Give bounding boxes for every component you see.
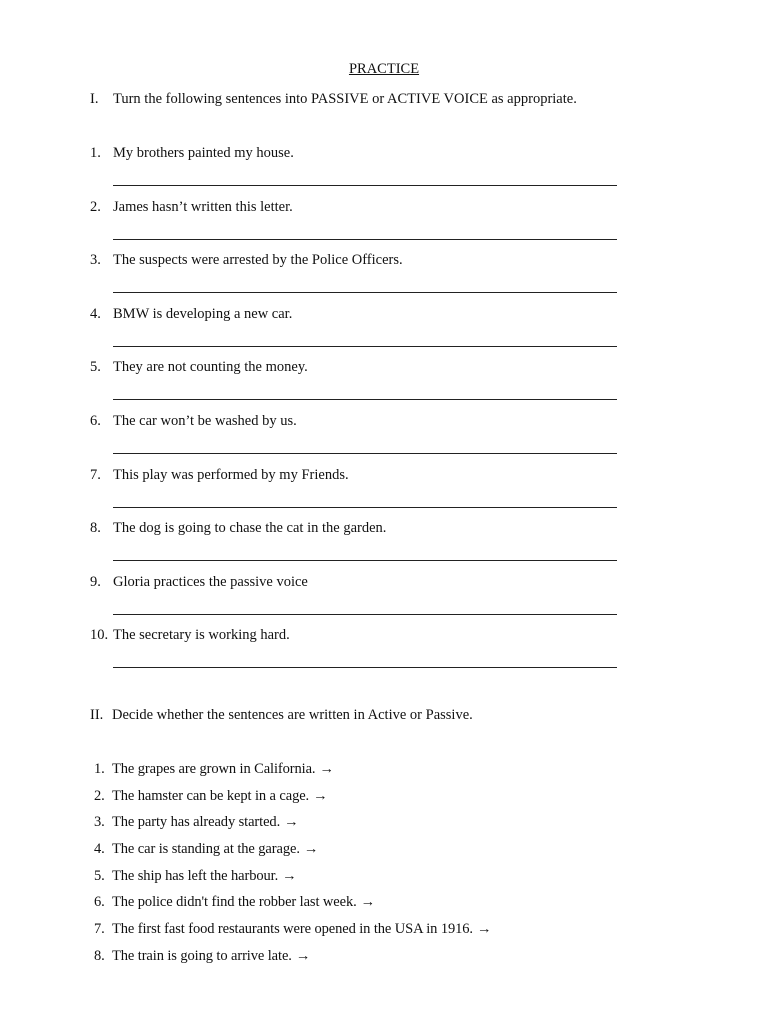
arrow-icon: → [284,814,299,830]
arrow-icon: → [303,841,319,857]
section-number: I. [90,91,99,107]
item-number: 6. [90,413,101,429]
arrow-icon: → [295,948,311,964]
exercise-item [90,197,293,217]
arrow-icon: → [319,761,334,777]
answer-line[interactable] [113,292,617,293]
section-2-heading [90,705,473,725]
arrow-icon: → [476,921,492,937]
item-number: 7. [94,921,105,937]
answer-line[interactable] [113,185,617,186]
item-number: 3. [94,814,105,830]
item-sentence: James hasn’t written this letter. [113,199,293,215]
item-number: 1. [94,761,105,777]
arrow-icon: → [313,788,328,804]
answer-line[interactable] [113,346,617,347]
item-sentence: The party has already started. [112,814,281,830]
exercise-item [90,465,349,485]
item-sentence: The car won’t be washed by us. [113,413,297,429]
item-sentence: The secretary is working hard. [113,627,290,643]
item-number: 1. [90,145,101,161]
item-number: 2. [90,199,101,215]
item-number: 7. [90,467,101,483]
item-sentence: BMW is developing a new car. [113,306,293,322]
item-number: 4. [94,841,105,857]
classify-item [94,946,310,966]
classify-item [94,919,491,939]
item-number: 8. [94,948,105,964]
item-number: 6. [94,894,105,910]
answer-line[interactable] [113,399,617,400]
item-number: 4. [90,306,101,322]
answer-line[interactable] [113,560,617,561]
section-instruction: Turn the following sentences into PASSIVE or ACTIVE VOICE as appropriate. [113,91,577,107]
exercise-item [90,357,308,377]
classify-item [94,786,328,806]
answer-line[interactable] [113,239,617,240]
item-sentence: The first fast food restaurants were opened in the USA in 1916. [112,921,473,937]
item-sentence: The car is standing at the garage. [112,841,300,857]
exercise-item [90,250,403,270]
item-sentence: My brothers painted my house. [113,145,294,161]
item-sentence: The train is going to arrive late. [112,948,292,964]
section-instruction: Decide whether the sentences are written in Active or Passive. [112,707,473,723]
classify-item [94,759,334,779]
answer-line[interactable] [113,453,617,454]
item-sentence: The grapes are grown in California. [112,761,316,777]
item-sentence: The hamster can be kept in a cage. [112,788,310,804]
section-number: II. [90,707,104,723]
item-sentence: Gloria practices the passive voice [113,574,308,590]
arrow-icon: → [360,894,376,910]
item-sentence: They are not counting the money. [113,359,308,375]
classify-item [94,892,375,912]
exercise-item [90,625,290,645]
answer-line[interactable] [113,614,617,615]
section-1-heading [90,89,577,109]
exercise-item [90,143,294,163]
item-number: 5. [94,868,105,884]
arrow-icon: → [282,868,297,884]
answer-line[interactable] [113,507,617,508]
item-sentence: The ship has left the harbour. [112,868,279,884]
item-number: 5. [90,359,101,375]
item-number: 2. [94,788,105,804]
page-title: PRACTICE [348,61,420,77]
exercise-item [90,518,386,538]
item-sentence: The suspects were arrested by the Police Officers. [113,252,403,268]
item-number: 8. [90,520,101,536]
item-sentence: This play was performed by my Friends. [113,467,349,483]
classify-item [94,812,299,832]
item-sentence: The police didn't find the robber last week. [112,894,357,910]
item-number: 10. [90,627,109,643]
exercise-item [90,304,292,324]
exercise-item [90,572,308,592]
exercise-item [90,411,297,431]
item-number: 3. [90,252,101,268]
item-sentence: The dog is going to chase the cat in the garden. [113,520,387,536]
classify-item [94,839,318,859]
classify-item [94,866,297,886]
item-number: 9. [90,574,101,590]
answer-line[interactable] [113,667,617,668]
